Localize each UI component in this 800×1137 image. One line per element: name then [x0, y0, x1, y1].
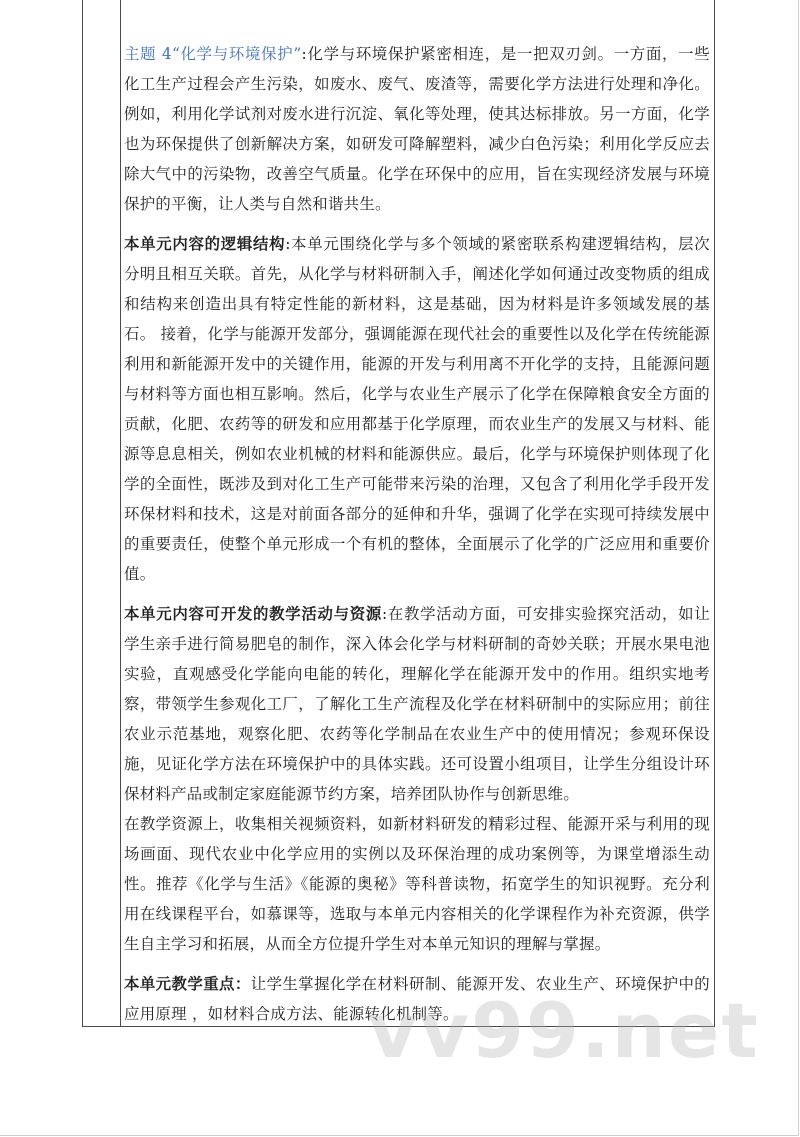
key-points-text: 让学生掌握化学在材料研制、能源开发、农业生产、环境保护中的应用原理 ，如材料合成方法、能源转化机制等。: [124, 975, 710, 1023]
logic-paragraph: [124, 229, 710, 589]
theme4-paragraph: [124, 39, 710, 219]
resources-text: 在教学资源上，收集相关视频资料，如新材料研发的精彩过程、能源开采与利用的现场画面、现代农业中化学应用的实例以及环保治理的成功案例等，为课堂增添生动性。推荐《化学与生活》《能源的奥秘》等科普读物，拓宽学生的知识视野。充分利用在线课程平台，如慕课等，选取与本单元内容相关的化学课程作为补充资源，供学生自主学习和拓展，从而全方位提升学生对本单元知识的理解与掌握。: [124, 815, 710, 953]
theme4-text: :化学与环境保护紧密相连，是一把双刃剑。一方面，一些化工生产过程会产生污染，如废水、废气、废渣等，需要化学方法进行处理和净化。例如，利用化学试剂对废水进行沉淀、氧化等处理，使其达标排放。另一方面，化学也为环保提供了创新解决方案，如研发可降解塑料，减少白色污染；利用化学反应去除大气中的污染物，改善空气质量。化学在环保中的应用，旨在实现经济发展与环境保护的平衡，让人类与自然和谐共生。: [124, 45, 710, 213]
watermark: vv99.net: [368, 986, 760, 1075]
content-cell: [124, 39, 710, 1029]
logic-text: :本单元围绕化学与多个领域的紧密联系构建逻辑结构，层次分明且相互关联。首先，从化学与材料研制入手，阐述化学如何通过改变物质的组成和结构来创造出具有特定性能的新材料，这是基础，因为材料是许多领域发展的基石。 接着，化学与能源开发部分，强调能源在现代社会的重要性以及化学在传统能源利用和新能源开发中的关键作用，能源的开发与利用离不开化学的支持，且能源问题与材料等方面也相互影响。然后，化学与农业生产展示了化学在保障粮食安全方面的贡献，化肥、农药等的研发和应用都基于化学原理，而农业生产的发展又与材料、能源等息息相关，例如农业机械的材料和能源供应。最后，化学与环境保护则体现了化学的全面性，既涉及到对化工生产可能带来污染的治理，又包含了利用化学手段开发环保材料和技术，这是对前面各部分的延伸和升华，强调了化学在实现可持续发展中的重要责任，使整个单元形成一个有机的整体，全面展示了化学的广泛应用和重要价值。: [124, 235, 710, 583]
resources-paragraph: [124, 809, 710, 959]
activities-paragraph: [124, 599, 710, 809]
activities-text: :在教学活动方面，可安排实验探究活动，如让学生亲手进行简易肥皂的制作，深入体会化学与材料研制的奇妙关联；开展水果电池实验，直观感受化学能向电能的转化，理解化学在能源开发中的作用。组织实地考察，带领学生参观化工厂，了解化工生产流程及化学在材料研制中的实际应用；前往农业示范基地，观察化肥、农药等化学制品在农业生产中的使用情况；参观环保设施，见证化学方法在环境保护中的具体实践。还可设置小组项目，让学生分组设计环保材料产品或制定家庭能源节约方案，培养团队协作与创新思维。: [124, 605, 710, 803]
key-points-heading: 本单元教学重点：: [124, 975, 251, 993]
column-divider: [120, 0, 121, 1027]
activities-heading: 本单元内容可开发的教学活动与资源: [124, 605, 382, 623]
theme4-label: 主题 4“化学与环境保护”: [124, 45, 302, 63]
logic-heading: 本单元内容的逻辑结构: [124, 235, 286, 253]
